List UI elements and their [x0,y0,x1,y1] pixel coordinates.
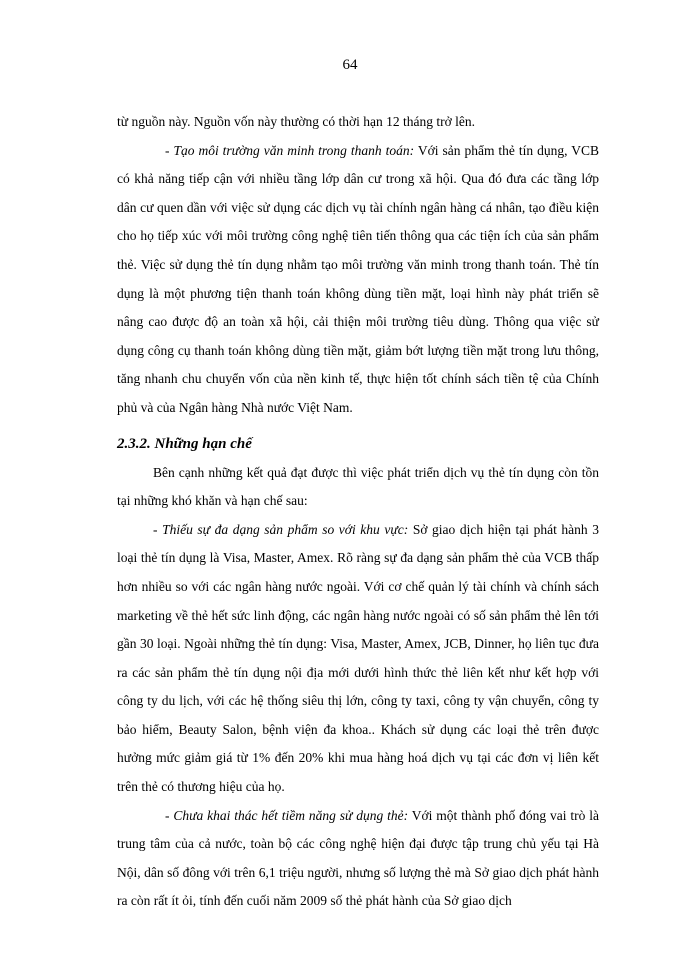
paragraph-lead: - Tạo môi trường văn minh trong thanh toán: [165,142,415,158]
paragraph-intro-limitations: Bên cạnh những kết quả đạt được thì việc phát triển dịch vụ thẻ tín dụng còn tồn tại những khó khăn và hạn chế sau: [117,464,599,509]
paragraph-lead: - Thiếu sự đa dạng sản phẩm so với khu vực: [153,521,409,537]
paragraph-text: Sở giao dịch hiện tại phát hành 3 loại thẻ tín dụng là Visa, Master, Amex. Rõ ràng sự đa dạng sản phẩm thẻ của VCB thấp hơn nhiều so với các ngân hàng nước ngoài. Với cơ chế quản lý tài chính và chính sách marketing về thẻ hết sức linh động, các ngân hàng nước ngoài có số sản phẩm thẻ lên tới gần 30 loại. Ngoài những thẻ tín dụng: Visa, Master, Amex, JCB, Dinner, họ liên tục đưa ra các sản phẩm thẻ tín dụng nội địa mới dưới hình thức thẻ liên kết như kết hợp với công ty du lịch, với các hệ thống siêu thị lớn, công ty taxi, công ty vận chuyển, công ty bảo hiểm, Beauty Salon, bệnh viện đa khoa.. Khách sử dụng các loại thẻ trên được hưởng mức giảm giá từ 1% đến 20% khi mua hàng hoá dịch vụ tại các đơn vị liên kết trên thẻ có thương hiệu của họ. [117,521,599,795]
section-heading: 2.3.2. Những hạn chế [117,435,252,452]
paragraph-product-diversity [117,516,599,802]
document-body [117,108,599,916]
paragraph-continuation: từ nguồn này. Nguồn vốn này thường có thời hạn 12 tháng trở lên. [117,114,476,129]
paragraph-text: Với sản phẩm thẻ tín dụng, VCB có khả năng tiếp cận với nhiều tầng lớp dân cư trong xã hội. Qua đó đưa các tầng lớp dân cư quen dần với việc sử dụng các dịch vụ tài chính ngân hàng cá nhân, tạo điều kiện cho họ tiếp xúc với môi trường công nghệ tiên tiến thông qua các tiện ích của sản phẩm thẻ. Việc sử dụng thẻ tín dụng nhằm tạo môi trường văn minh trong thanh toán. Thẻ tín dụng là một phương tiện thanh toán không dùng tiền mặt, loại hình này phát triển sẽ nâng cao được độ an toàn xã hội, cải thiện môi trường tiêu dùng. Thông qua việc sử dụng công cụ thanh toán không dùng tiền mặt, giảm bớt lượng tiền mặt trong lưu thông, tăng nhanh chu chuyển vốn của nền kinh tế, thực hiện tốt chính sách tiền tệ của Chính phủ và của Ngân hàng Nhà nước Việt Nam. [117,142,599,415]
paragraph-card-potential [117,802,599,916]
paragraph-civilized-payment [117,137,599,423]
paragraph-lead: - Chưa khai thác hết tiềm năng sử dụng thẻ: [165,807,409,823]
paragraph-text: Với một thành phố đóng vai trò là trung tâm của cả nước, toàn bộ các công nghệ hiện đại được tập trung chủ yếu tại Hà Nội, dân số đông với trên 6,1 triệu người, nhưng số lượng thẻ mà Sở giao dịch phát hành ra còn rất ít ỏi, tính đến cuối năm 2009 số thẻ phát hành của Sở giao dịch [117,807,599,909]
page-number: 64 [342,57,358,73]
